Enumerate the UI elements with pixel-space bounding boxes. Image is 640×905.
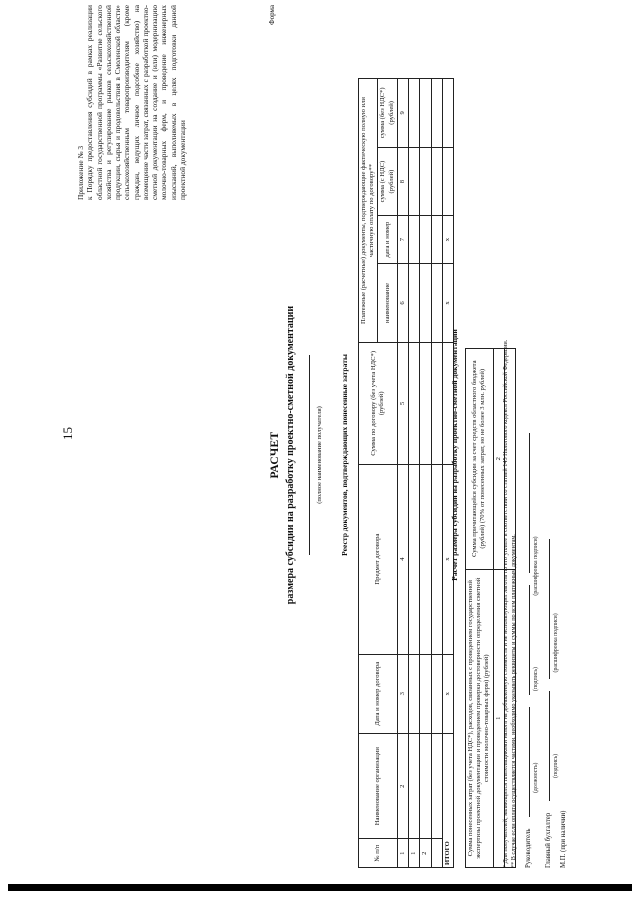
column-number-row [397, 79, 408, 868]
form-label: Форма [268, 5, 276, 25]
row-num: 1 [409, 839, 420, 868]
table-cell [431, 263, 442, 342]
header-pay-name: наименование [378, 263, 397, 342]
col-num-cell: 6 [397, 263, 408, 342]
table-cell [420, 147, 431, 216]
appendix-block [76, 5, 187, 200]
table-cell [409, 343, 420, 464]
position-line [529, 707, 530, 817]
table-cell [431, 79, 442, 148]
table-cell [420, 263, 431, 342]
table-row [409, 79, 420, 868]
col-num-cell: 9 [397, 79, 408, 148]
header-sum-contract: Сумма по договору (без учета НДС*) (рублей) [359, 343, 398, 464]
table-cell [420, 654, 431, 733]
table-cell [420, 464, 431, 654]
table-cell [409, 654, 420, 733]
page-number: 15 [60, 427, 75, 440]
total-cell: х [442, 216, 453, 264]
title-main: РАСЧЕТ [269, 431, 281, 479]
total-label: ИТОГО [442, 733, 453, 867]
head-captions [533, 433, 540, 793]
accountant-decode-caption: (расшифровка подписи) [553, 613, 560, 673]
header-subject: Предмет договора [359, 464, 398, 654]
col-num-cell: 4 [397, 464, 408, 654]
accountant-sign-caption: (подпись) [553, 753, 560, 778]
footnote-vat: * Для получателей, являющихся плательщиками налога на добавленную стоимость и не использующих льготы по его уплате в соответствии со статьей 145 Налогового кодекса Российской Федерации. [502, 339, 509, 868]
total-cell: х [442, 654, 453, 733]
table-cell [409, 464, 420, 654]
decode-caption: (расшифровка подписи) [533, 536, 540, 596]
registry-table [358, 78, 454, 868]
stamp-label: М.П. (при наличии) [560, 810, 567, 868]
table-row [420, 79, 431, 868]
row-num: 2 [420, 839, 431, 868]
calc-header-costs: Сумма понесенных затрат (без учета НДС*), расходов, связанных с проведением государственной экспертизы проектной документации и проведением проверки достоверности определения сметной стоимости молочно-товарных ферм) (рублей) [466, 569, 494, 867]
accountant-label: Главный бухгалтер [545, 812, 552, 868]
head-label: Руководитель [525, 828, 532, 868]
col-num-cell: 1 [397, 839, 408, 868]
recipient-line [308, 355, 310, 555]
table-row-empty [431, 79, 442, 868]
appendix-heading: Приложение № 3 [76, 145, 85, 200]
head-signature-row [525, 433, 541, 868]
col-num-cell: 7 [397, 216, 408, 264]
calc-col-number: 2 [493, 349, 504, 570]
accountant-captions [553, 539, 560, 778]
recipient-note: (полное наименование получателя) [315, 406, 323, 504]
table-cell [420, 79, 431, 148]
table-cell [409, 733, 420, 839]
header-pay-sum-novat: сумма (без НДС*) (рублей) [378, 79, 397, 148]
footnotes [502, 340, 518, 868]
header-date-contract: Дата и номер договора [359, 654, 398, 733]
header-num: № п/п [359, 839, 398, 868]
calc-title: Расчет размера субсидии на разработку проектно-сметной документации [450, 329, 459, 581]
header-payment-group: Платежные (расчетные) документы, подтверждающие фактическую полную или частичную оплату по договору** [359, 79, 378, 343]
table-cell [409, 263, 420, 342]
total-cell: х [442, 263, 453, 342]
calc-header-subsidy: Сумма причитающейся субсидии за счет средств областного бюджета (рублей) (70% от понесенных затрат, но не более 3 млн. рублей) [466, 349, 494, 570]
table-cell [409, 79, 420, 148]
sign-caption: (подпись) [533, 667, 540, 692]
title-subtitle: размера субсидии на разработку проектно-сметной документации [285, 305, 297, 605]
table-cell [431, 654, 442, 733]
table-cell [431, 464, 442, 654]
header-pay-sum-vat: сумма (с НДС) (рублей) [378, 147, 397, 216]
table-cell [420, 216, 431, 264]
header-pay-date: дата и номер [378, 216, 397, 264]
rotated-document-sheet [40, 5, 567, 880]
registry-title: Реестр документов, подтверждающих понесенные затраты [340, 354, 349, 556]
table-cell [409, 216, 420, 264]
header-org: Наименование организации [359, 733, 398, 839]
appendix-text: к Порядку предоставления субсидий в рамках реализации областной государственной программы «Развитие сельского хозяйства и регулирование рынков сельскохозяйственной продукции, сырья и продовольствия в Смоленской области» сельскохозяйственным товаропроизводителям (кроме граждан, ведущих личное подсобное хозяйство) на возмещение части затрат, связанных с разработкой проектно-сметной документации на создание и (или) модернизацию молочно-товарных ферм, и проведение инженерных изысканий, выполняемых в целях подготовки данной проектной документации [85, 5, 187, 200]
position-caption: (должность) [533, 762, 540, 793]
signature-line [529, 585, 530, 695]
col-num-cell: 8 [397, 147, 408, 216]
table-cell [431, 839, 442, 868]
decode-line [529, 433, 530, 573]
col-num-cell: 3 [397, 654, 408, 733]
table-cell [431, 216, 442, 264]
table-cell [420, 733, 431, 839]
footnote-partial-payment: ** В случае если оплата осуществляется частями, необходимо указывать реквизиты и суммы по всем платежным документам. [509, 534, 517, 868]
col-num-cell: 2 [397, 733, 408, 839]
table-cell [431, 733, 442, 839]
accountant-decode-line [549, 539, 550, 679]
table-cell [431, 343, 442, 464]
table-cell [420, 343, 431, 464]
calc-col-number: 1 [493, 569, 504, 867]
accountant-signature-row [545, 539, 561, 868]
total-cell: х [442, 464, 453, 654]
scan-edge-bar [8, 884, 632, 891]
table-cell [431, 147, 442, 216]
document-title [268, 30, 324, 880]
col-num-cell: 5 [397, 343, 408, 464]
table-cell [409, 147, 420, 216]
accountant-sign-line [549, 691, 550, 801]
